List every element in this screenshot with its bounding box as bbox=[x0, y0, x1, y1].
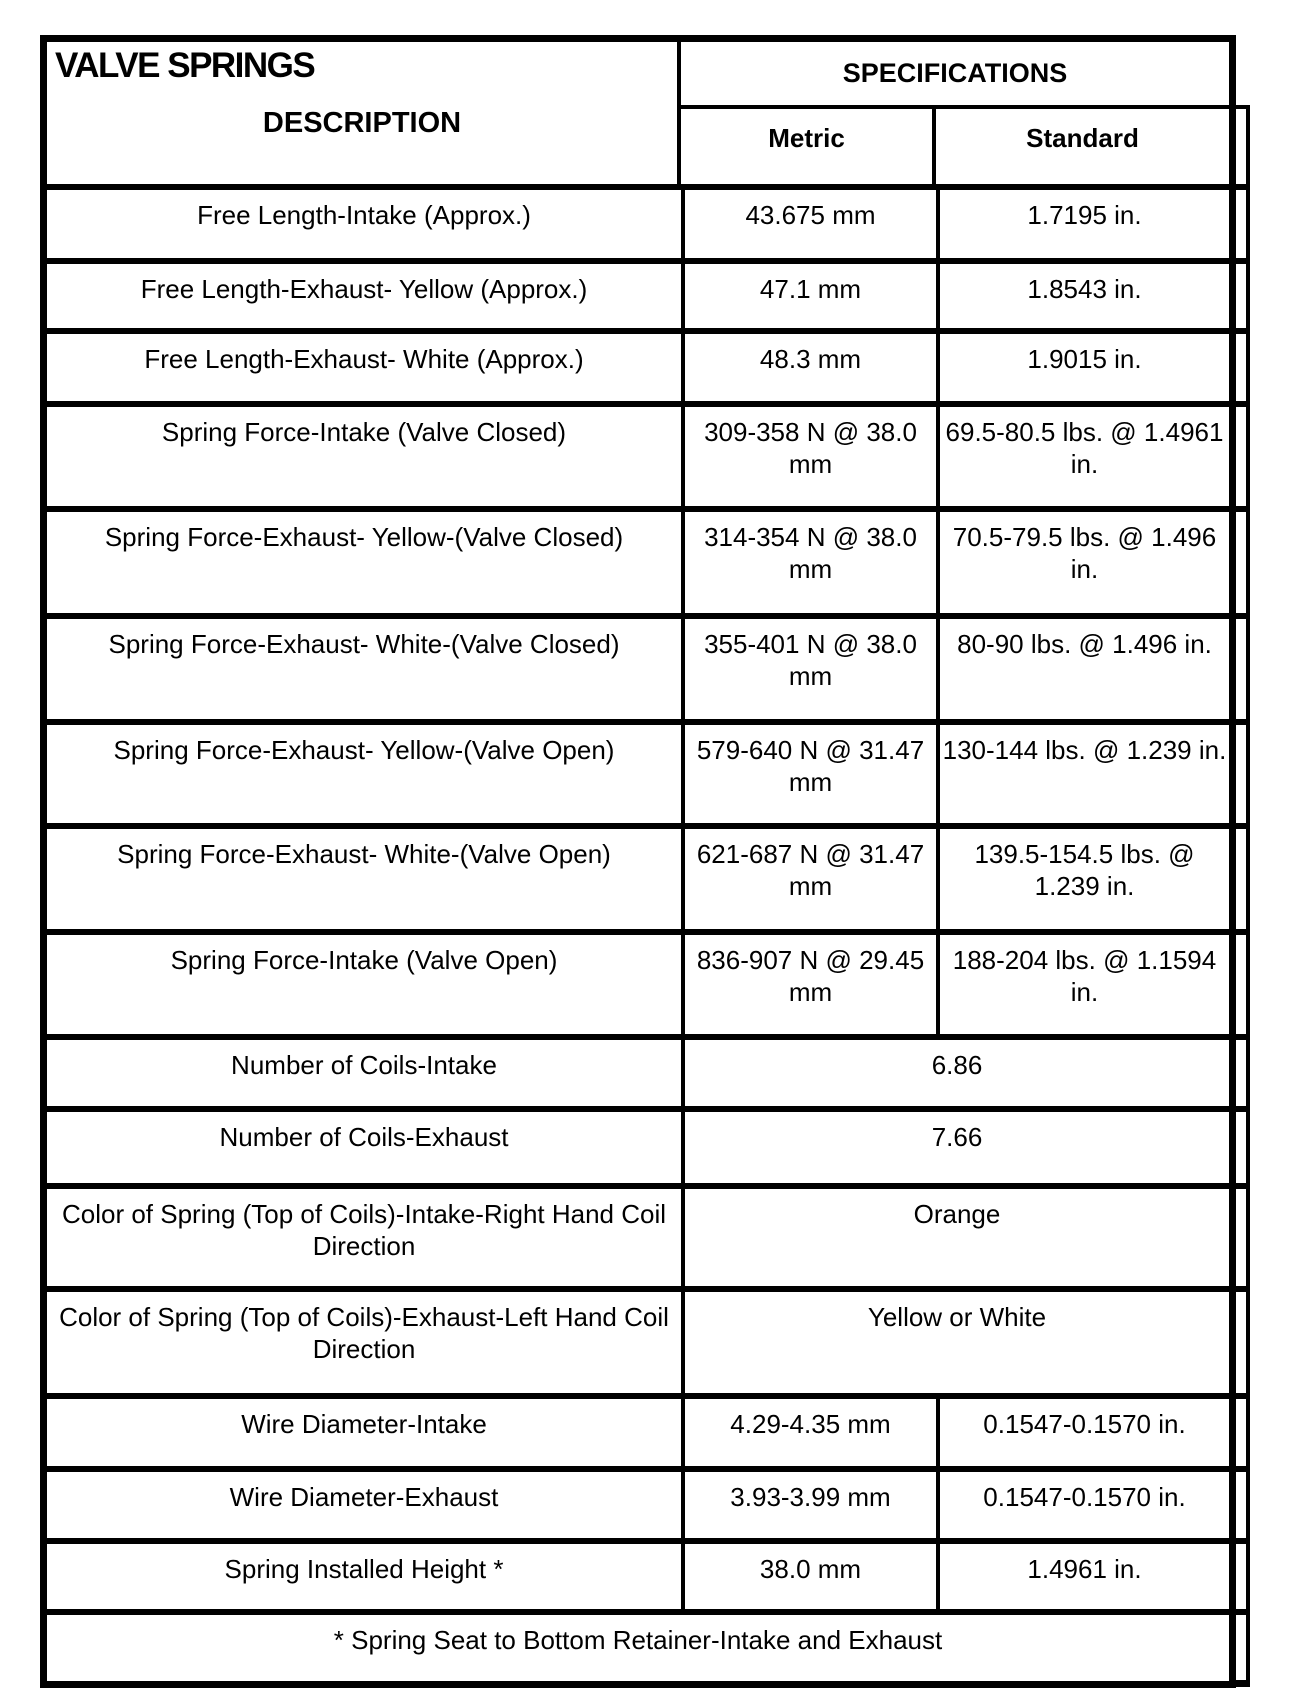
description-cell: Free Length-Exhaust- White (Approx.) bbox=[47, 334, 685, 401]
clipped-column-segment bbox=[1236, 105, 1246, 190]
table-row bbox=[47, 1538, 1229, 1609]
description-cell: Number of Coils-Intake bbox=[47, 1040, 685, 1106]
metric-column-header: Metric bbox=[681, 109, 936, 184]
description-cell: Spring Force-Exhaust- White-(Valve Closed) bbox=[47, 619, 685, 719]
clipped-column-segment bbox=[1236, 1040, 1246, 1112]
metric-cell: 47.1 mm bbox=[685, 264, 940, 328]
value-cell: Yellow or White bbox=[867, 1302, 1047, 1332]
clipped-column-segment bbox=[1236, 1615, 1246, 1687]
metric-cell: 314-354 N @ 38.0 mm bbox=[685, 512, 940, 613]
table-title: VALVE SPRINGS bbox=[55, 46, 315, 85]
metric-cell: 309-358 N @ 38.0 mm bbox=[685, 407, 940, 506]
clipped-column-segment bbox=[1236, 829, 1246, 935]
specifications-header: SPECIFICATIONS bbox=[681, 42, 1229, 109]
clipped-column-segment bbox=[1236, 190, 1246, 264]
clipped-column-segment bbox=[1236, 1189, 1246, 1292]
clipped-column-segment bbox=[1236, 1112, 1246, 1189]
metric-cell: 836-907 N @ 29.45 mm bbox=[685, 935, 940, 1034]
clipped-column-segment bbox=[1236, 407, 1246, 512]
table-row bbox=[47, 184, 1229, 258]
description-cell: Spring Installed Height * bbox=[47, 1544, 685, 1609]
description-cell: Spring Force-Exhaust- White-(Valve Open) bbox=[47, 829, 685, 929]
header-left-cell bbox=[47, 42, 681, 184]
description-cell: Number of Coils-Exhaust bbox=[47, 1112, 685, 1183]
metric-cell: 621-687 N @ 31.47 mm bbox=[685, 829, 940, 929]
clipped-column-segment bbox=[1236, 1544, 1246, 1615]
standard-cell: 69.5-80.5 lbs. @ 1.4961 in. bbox=[945, 417, 1224, 479]
description-cell: Spring Force-Intake (Valve Closed) bbox=[47, 407, 685, 506]
standard-cell: 139.5-154.5 lbs. @ 1.239 in. bbox=[974, 839, 1195, 901]
clipped-column-segment bbox=[1236, 935, 1246, 1040]
clipped-column-segment bbox=[1236, 264, 1246, 334]
standard-cell: 1.8543 in. bbox=[1027, 274, 1142, 304]
footnote: * Spring Seat to Bottom Retainer-Intake and Exhaust bbox=[333, 1625, 943, 1655]
standard-cell: 130-144 lbs. @ 1.239 in. bbox=[942, 735, 1227, 765]
description-cell: Free Length-Exhaust- Yellow (Approx.) bbox=[47, 264, 685, 328]
clipped-column-segment bbox=[1236, 1399, 1246, 1472]
standard-cell: 0.1547-0.1570 in. bbox=[983, 1482, 1186, 1512]
header-right-cell bbox=[681, 42, 1229, 184]
value-cell: Orange bbox=[913, 1199, 1001, 1229]
table-row bbox=[47, 1286, 1229, 1393]
table-row bbox=[47, 258, 1229, 328]
metric-cell: 579-640 N @ 31.47 mm bbox=[685, 725, 940, 823]
standard-cell: 0.1547-0.1570 in. bbox=[983, 1409, 1186, 1439]
table-row bbox=[47, 1034, 1229, 1106]
metric-cell: 43.675 mm bbox=[685, 190, 940, 258]
clipped-column-segment bbox=[1236, 334, 1246, 407]
description-cell: Wire Diameter-Exhaust bbox=[47, 1472, 685, 1538]
standard-cell: 70.5-79.5 lbs. @ 1.496 in. bbox=[952, 522, 1217, 584]
table-row bbox=[47, 823, 1229, 929]
unit-columns-header-row bbox=[681, 109, 1229, 184]
description-cell: Color of Spring (Top of Coils)-Exhaust-Left Hand Coil Direction bbox=[47, 1292, 685, 1393]
description-cell: Free Length-Intake (Approx.) bbox=[47, 190, 685, 258]
metric-cell: 38.0 mm bbox=[685, 1544, 940, 1609]
table-row bbox=[47, 401, 1229, 506]
table-row bbox=[47, 506, 1229, 613]
clipped-column-strip bbox=[1236, 105, 1250, 1687]
table-row bbox=[47, 1106, 1229, 1183]
standard-cell: 80-90 lbs. @ 1.496 in. bbox=[957, 629, 1212, 659]
clipped-column-segment bbox=[1236, 619, 1246, 725]
standard-column-header: Standard bbox=[1026, 123, 1139, 153]
clipped-column-segment bbox=[1236, 1472, 1246, 1544]
description-cell: Spring Force-Exhaust- Yellow-(Valve Closed) bbox=[47, 512, 685, 613]
standard-cell: 1.4961 in. bbox=[1027, 1554, 1142, 1584]
description-cell: Spring Force-Intake (Valve Open) bbox=[47, 935, 685, 1034]
description-cell: Wire Diameter-Intake bbox=[47, 1399, 685, 1466]
value-cell: 6.86 bbox=[931, 1050, 983, 1080]
metric-cell: 4.29-4.35 mm bbox=[685, 1399, 940, 1466]
metric-cell: 355-401 N @ 38.0 mm bbox=[685, 619, 940, 719]
table-row bbox=[47, 1466, 1229, 1538]
table-body bbox=[47, 184, 1229, 1609]
valve-springs-table bbox=[40, 35, 1236, 1688]
value-cell: 7.66 bbox=[931, 1122, 983, 1152]
table-row bbox=[47, 1183, 1229, 1286]
table-row bbox=[47, 1393, 1229, 1466]
table-row bbox=[47, 929, 1229, 1034]
table-row bbox=[47, 328, 1229, 401]
clipped-column-segment bbox=[1236, 512, 1246, 619]
description-column-header: DESCRIPTION bbox=[262, 107, 462, 139]
clipped-column-segment bbox=[1236, 725, 1246, 829]
table-header bbox=[47, 42, 1229, 184]
table-row bbox=[47, 719, 1229, 823]
description-cell: Color of Spring (Top of Coils)-Intake-Right Hand Coil Direction bbox=[47, 1189, 685, 1286]
table-row bbox=[47, 613, 1229, 719]
standard-cell: 1.7195 in. bbox=[1027, 200, 1142, 230]
standard-cell: 1.9015 in. bbox=[1027, 344, 1142, 374]
metric-cell: 48.3 mm bbox=[685, 334, 940, 401]
description-cell: Spring Force-Exhaust- Yellow-(Valve Open) bbox=[47, 725, 685, 823]
metric-cell: 3.93-3.99 mm bbox=[685, 1472, 940, 1538]
standard-cell: 188-204 lbs. @ 1.1594 in. bbox=[952, 945, 1217, 1007]
clipped-column-segment bbox=[1236, 1292, 1246, 1399]
footnote-row bbox=[47, 1609, 1229, 1681]
